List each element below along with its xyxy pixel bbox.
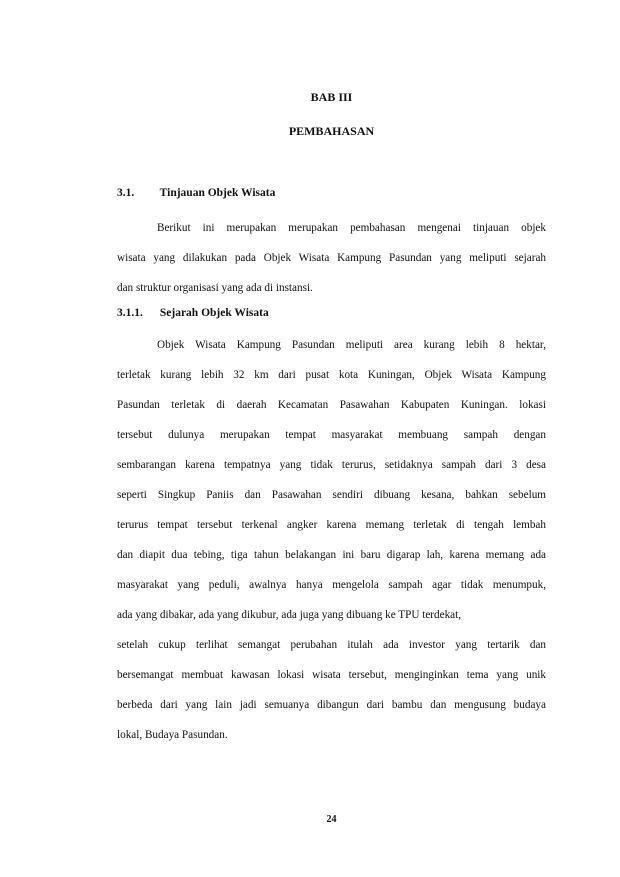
paragraph-line: dan diapit dua tebing, tiga tahun belakangan ini baru digarap lah, karena memang ada (117, 549, 546, 561)
section-number: 3.1.1. (117, 307, 143, 319)
paragraph-line: Objek Wisata Kampung Pasundan meliputi area kurang lebih 8 hektar, (157, 339, 546, 351)
paragraph-line: setelah cukup terlihat semangat perubahan itulah ada investor yang tertarik dan (117, 639, 546, 651)
paragraph-line: Pasundan terletak di daerah Kecamatan Pasawahan Kabupaten Kuningan. lokasi (117, 399, 546, 411)
section-3-1-1-paragraph (117, 330, 546, 750)
paragraph-line: dan struktur organisasi yang ada di instansi. (117, 282, 313, 294)
section-3-1-paragraph (117, 213, 546, 303)
section-heading-3-1 (117, 187, 275, 199)
chapter-number: BAB III (310, 90, 353, 104)
paragraph-line: sembarangan karena tempatnya yang tidak terurus, setidaknya sampah dari 3 desa (117, 459, 546, 471)
paragraph-line: bersemangat membuat kawasan lokasi wisata tersebut, menginginkan tema yang unik (117, 669, 546, 681)
paragraph-line: terurus tempat tersebut terkenal angker karena memang terletak di tengah lembah (117, 519, 546, 531)
paragraph-line: lokal, Budaya Pasundan. (117, 729, 228, 741)
chapter-title: PEMBAHASAN (288, 124, 375, 138)
paragraph-line: masyarakat yang peduli, awalnya hanya mengelola sampah agar tidak menumpuk, (117, 579, 546, 591)
paragraph-line: ada yang dibakar, ada yang dikubur, ada juga yang dibuang ke TPU terdekat, (117, 609, 462, 621)
section-title: Sejarah Objek Wisata (159, 307, 269, 319)
paragraph-line: tersebut dulunya merupakan tempat masyarakat membuang sampah dengan (117, 429, 546, 441)
paragraph-line: wisata yang dilakukan pada Objek Wisata Kampung Pasundan yang meliputi sejarah (117, 252, 546, 264)
paragraph-line: terletak kurang lebih 32 km dari pusat kota Kuningan, Objek Wisata Kampung (117, 369, 546, 381)
paragraph-line: seperti Singkup Paniis dan Pasawahan sendiri dibuang kesana, bahkan sebelum (117, 489, 546, 501)
section-number: 3.1. (117, 187, 135, 199)
page-number: 24 (326, 814, 337, 825)
section-heading-3-1-1 (117, 307, 269, 319)
paragraph-line: berbeda dari yang lain jadi semuanya dibangun dari bambu dan mengusung budaya (117, 699, 546, 711)
paragraph-line: Berikut ini merupakan merupakan pembahasan mengenai tinjauan objek (157, 222, 546, 234)
section-title: Tinjauan Objek Wisata (159, 187, 276, 199)
